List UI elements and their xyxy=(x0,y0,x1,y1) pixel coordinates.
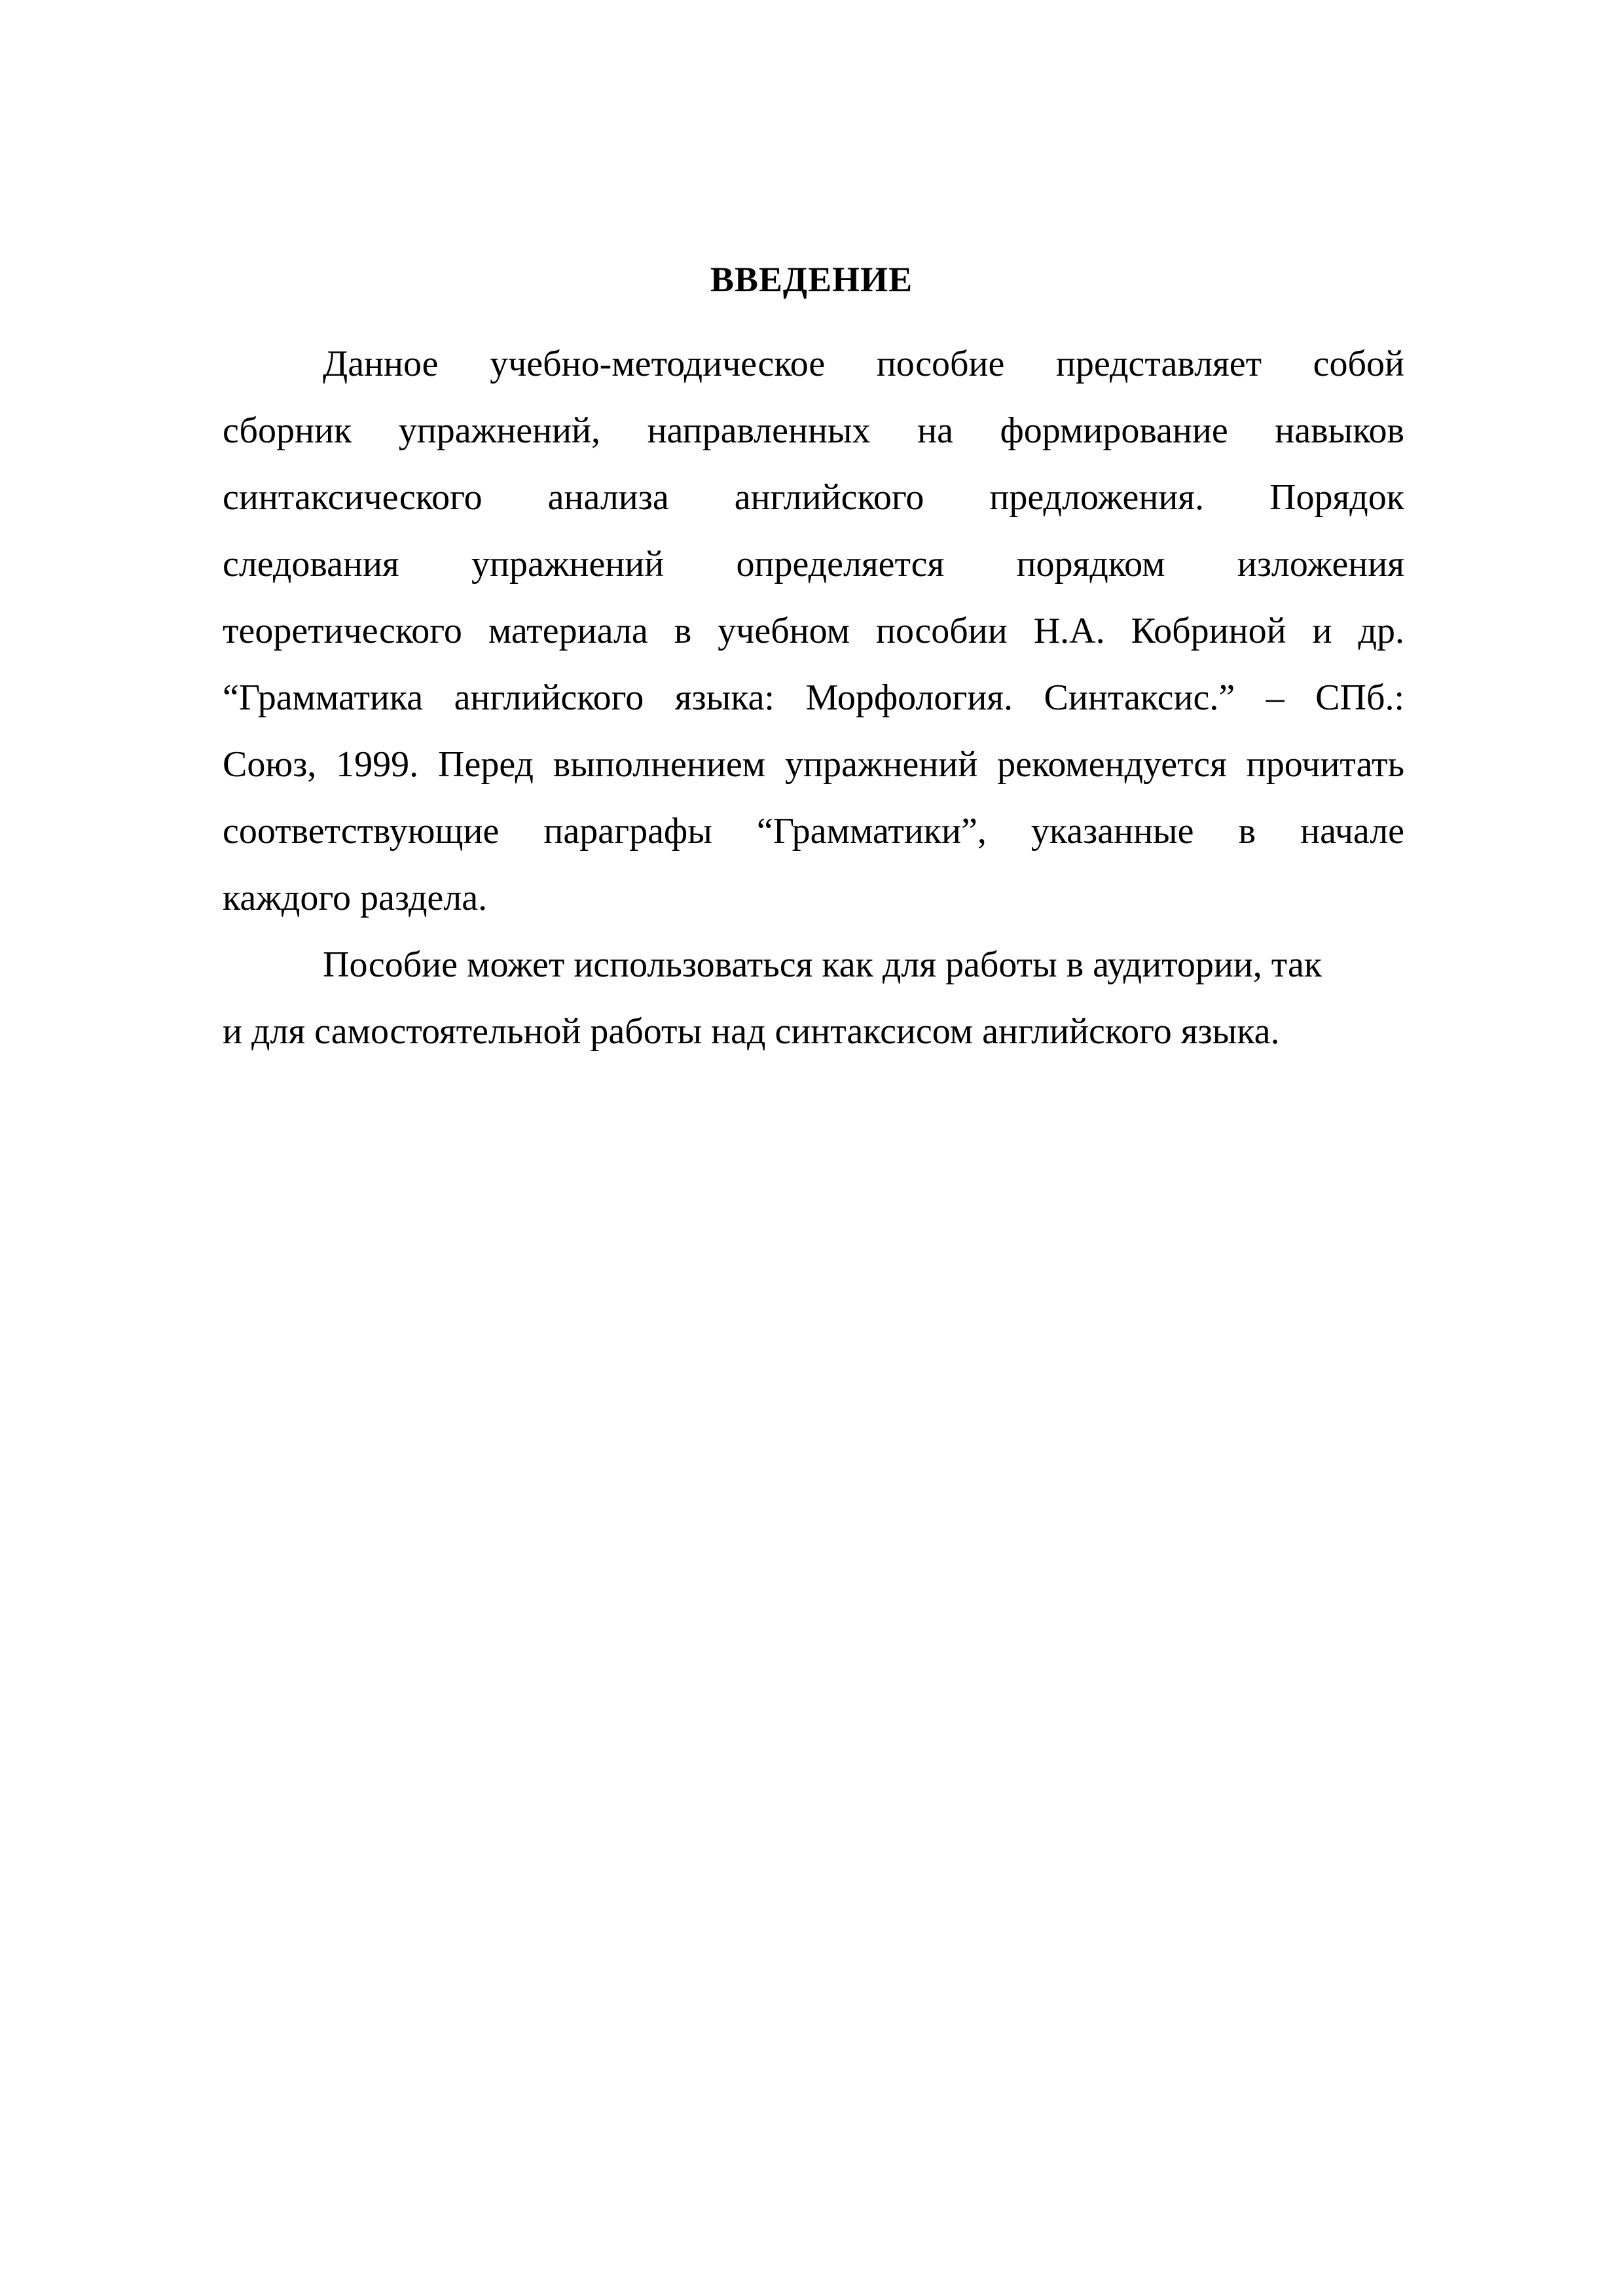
paragraph-1-line-3: синтаксического анализа английского предложения. Порядок xyxy=(223,477,1404,518)
section-heading: ВВЕДЕНИЕ xyxy=(710,260,913,299)
paragraph-1-line-7: Союз, 1999. Перед выполнением упражнений рекомендуется прочитать xyxy=(223,744,1404,785)
body-text xyxy=(223,331,1404,1065)
paragraph-2-line-1: Пособие может использоваться как для работы в аудитории, так xyxy=(323,944,1322,985)
paragraph-1-line-5: теоретического материала в учебном пособии Н.А. Кобриной и др. xyxy=(223,611,1404,651)
paragraph-1-line-9: каждого раздела. xyxy=(223,878,488,918)
paragraph-2-line-2: и для самостоятельной работы над синтаксисом английского языка. xyxy=(223,1011,1280,1052)
paragraph-1-line-1: Данное учебно-методическое пособие представляет собой xyxy=(323,344,1404,384)
paragraph-1-line-8: соответствующие параграфы “Грамматики”, указанные в начале xyxy=(223,811,1404,852)
paragraph-1-line-4: следования упражнений определяется порядком изложения xyxy=(223,544,1404,584)
paragraph-1-line-2: сборник упражнений, направленных на формирование навыков xyxy=(223,410,1404,451)
paragraph-1-line-6: “Грамматика английского языка: Морфология. Синтаксис.” – СПб.: xyxy=(223,677,1404,718)
